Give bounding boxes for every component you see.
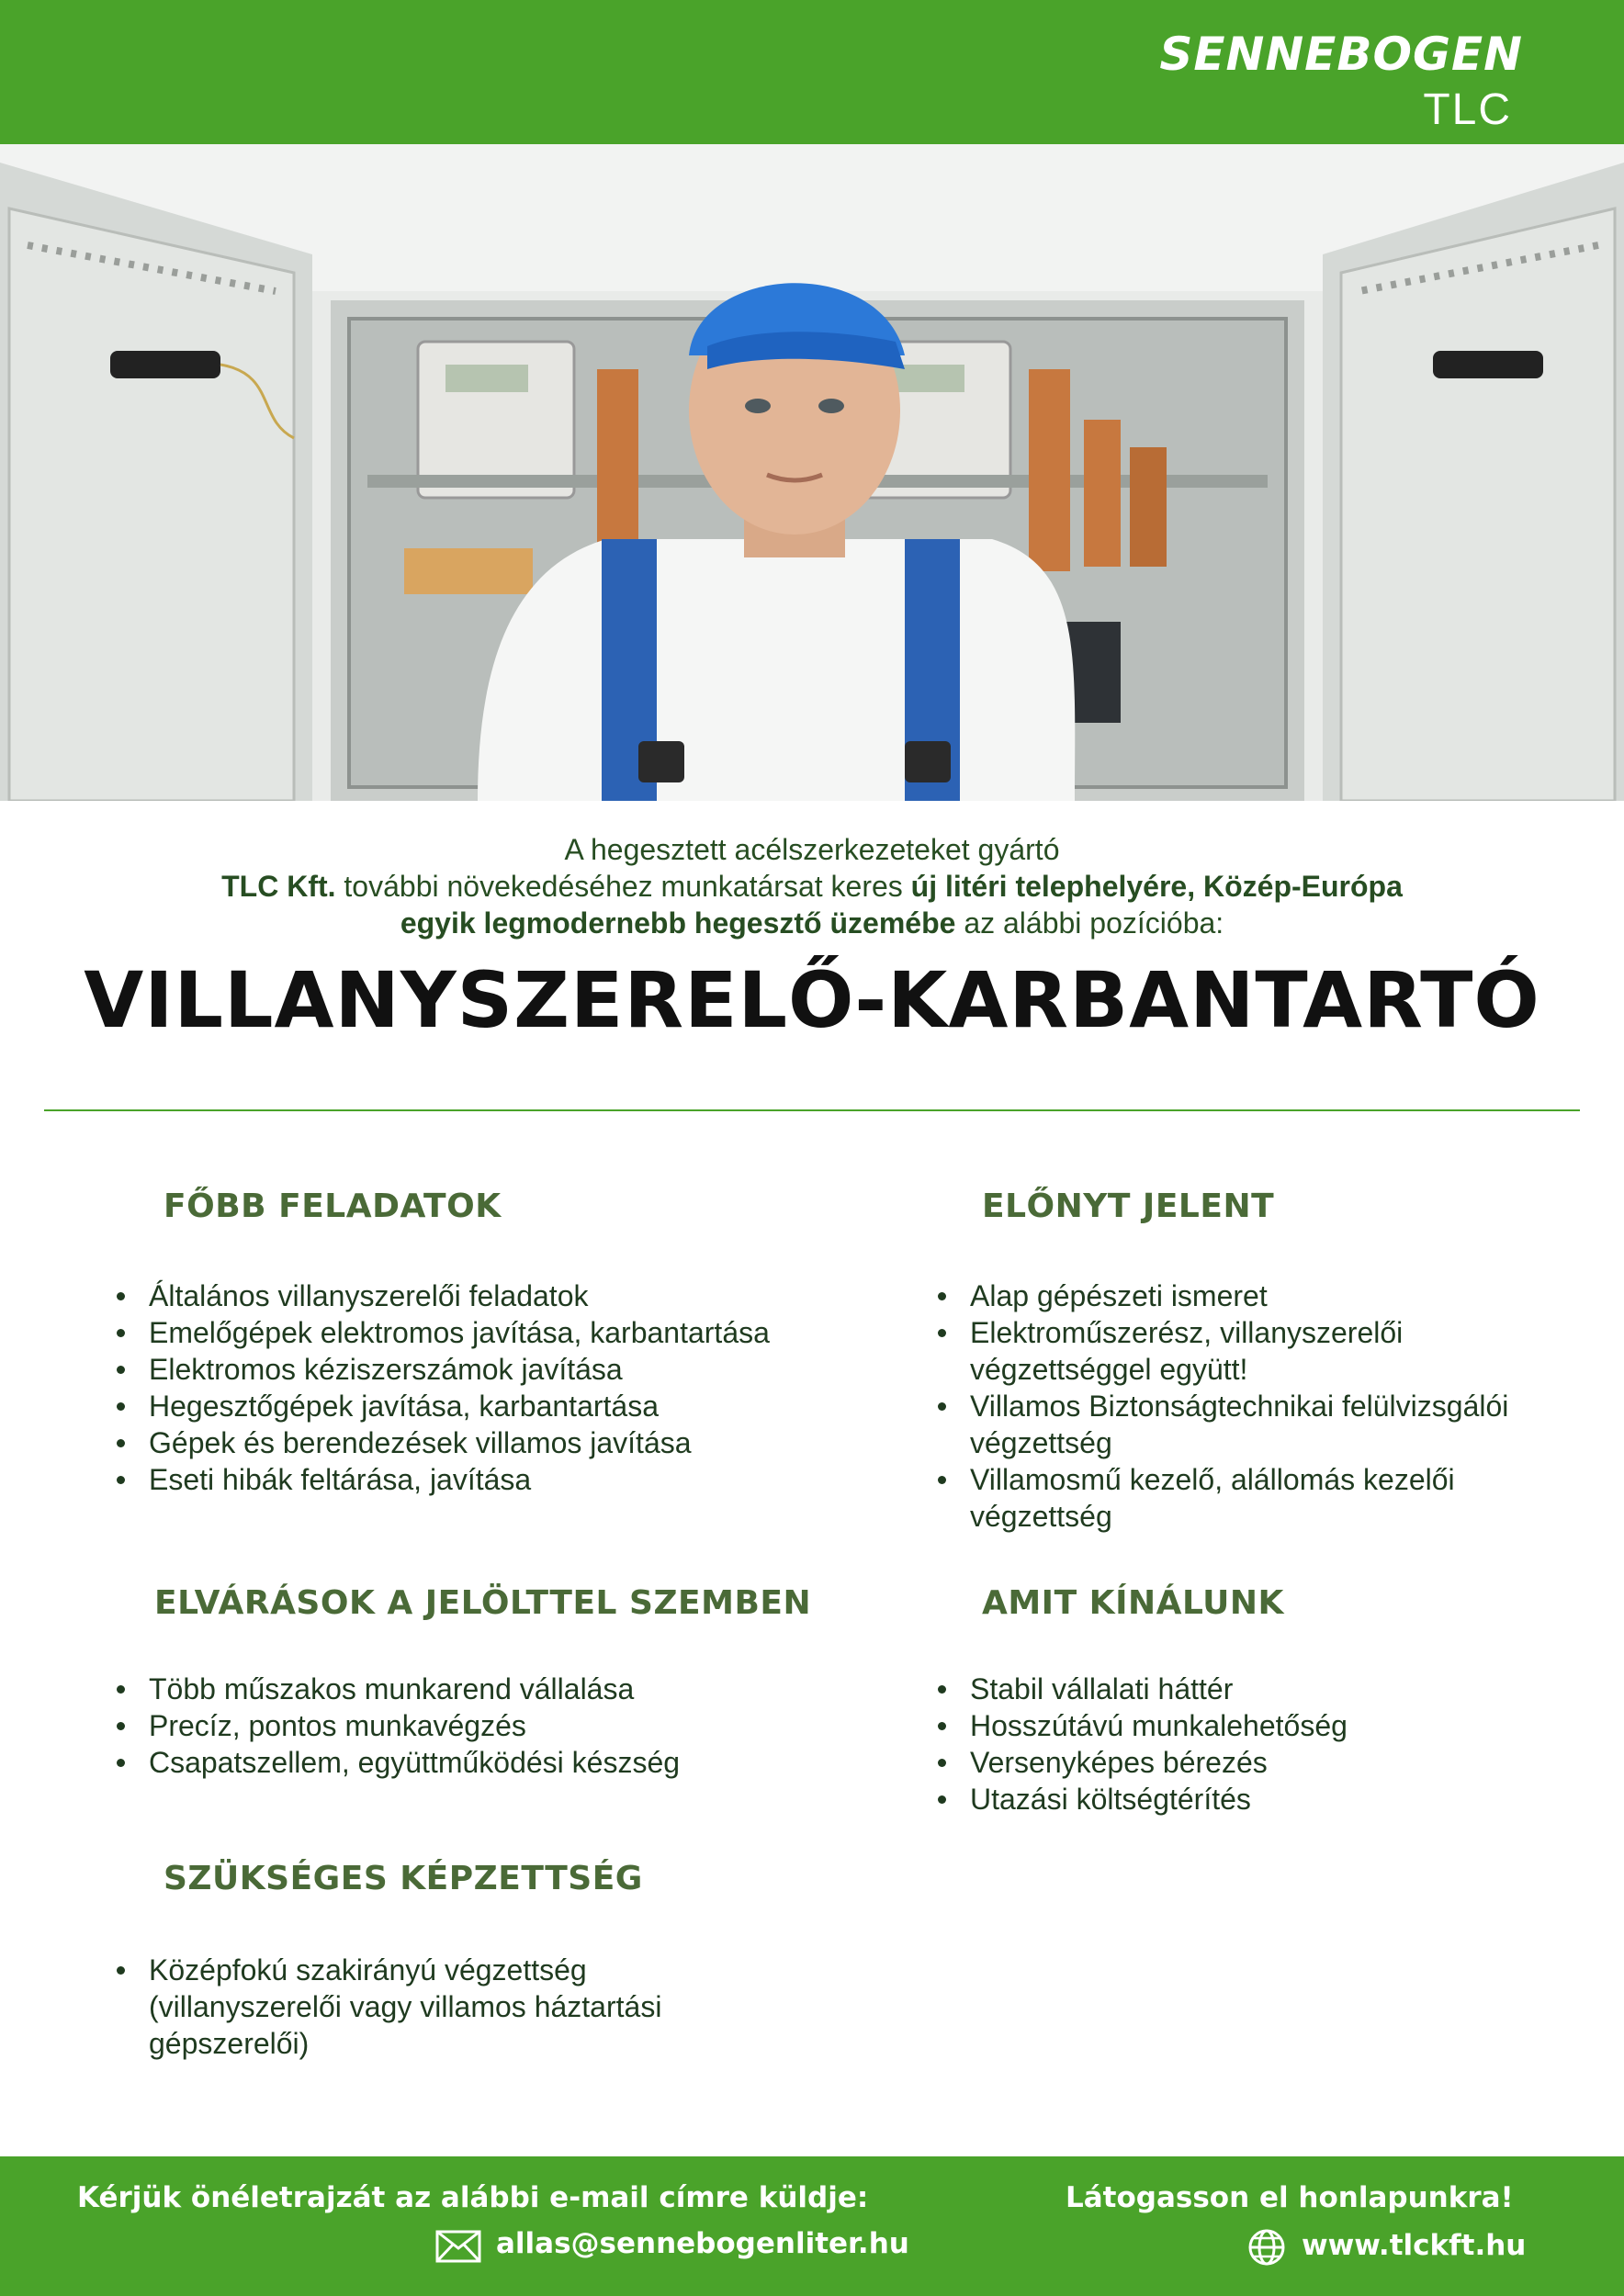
website-link[interactable]: www.tlckft.hu xyxy=(1302,2229,1527,2262)
list-item: Gépek és berendezések villamos javítása xyxy=(112,1424,847,1461)
list-item: Stabil vállalati háttér xyxy=(933,1671,1539,1707)
intro-line-2-bold: új litéri telephelyére, Közép-Európa xyxy=(910,870,1403,903)
list-item: Középfokú szakirányú végzettség (villanyszerelői vagy villamos háztartási gépszerelői) xyxy=(112,1952,773,2062)
list-item: Általános villanyszerelői feladatok xyxy=(112,1277,847,1314)
list-item: Utazási költségtérítés xyxy=(933,1781,1539,1818)
intro-line-2 xyxy=(92,868,1532,905)
advantage-heading: ELŐNYT JELENT xyxy=(982,1187,1275,1225)
requirements-heading: ELVÁRÁSOK A JELÖLTTEL SZEMBEN xyxy=(154,1584,812,1622)
intro-line-3-bold: egyik legmodernebb hegesztő üzemébe xyxy=(400,906,956,940)
list-item: Alap gépészeti ismeret xyxy=(933,1277,1539,1314)
header-bar xyxy=(0,0,1624,144)
list-item: Több műszakos munkarend vállalása xyxy=(112,1671,847,1707)
tasks-list xyxy=(112,1277,847,1498)
tasks-heading: FŐBB FELADATOK xyxy=(164,1187,502,1225)
envelope-icon xyxy=(435,2230,481,2267)
sennebogen-tlc-logo xyxy=(1159,28,1523,134)
hero-photo xyxy=(0,144,1624,801)
list-item: Hosszútávú munkalehetőség xyxy=(933,1707,1539,1744)
electrician-illustration xyxy=(0,144,1624,801)
logo-wordmark: SENNEBOGEN xyxy=(1159,28,1523,81)
qualification-heading: SZÜKSÉGES KÉPZETTSÉG xyxy=(164,1860,643,1897)
requirements-list xyxy=(112,1671,847,1781)
intro-line-2-text: további növekedéséhez munkatársat keres xyxy=(335,870,911,903)
list-item: Hegesztőgépek javítása, karbantartása xyxy=(112,1388,847,1424)
footer-bar xyxy=(0,2156,1624,2296)
company-name: TLC Kft. xyxy=(221,870,336,903)
list-item: Villamosmű kezelő, alállomás kezelői végzettség xyxy=(933,1461,1539,1535)
intro-text xyxy=(92,831,1532,941)
email-link[interactable]: allas@sennebogenliter.hu xyxy=(496,2227,909,2260)
job-title: VILLANYSZERELŐ-KARBANTARTÓ xyxy=(84,955,1540,1045)
list-item: Csapatszellem, együttműködési készség xyxy=(112,1744,847,1781)
advantage-list xyxy=(933,1277,1539,1535)
list-item: Emelőgépek elektromos javítása, karbantartása xyxy=(112,1314,847,1351)
intro-line-3-text: az alábbi pozícióba: xyxy=(955,906,1224,940)
qualification-list xyxy=(112,1952,773,2062)
intro-line-1: A hegesztett acélszerkezeteket gyártó xyxy=(564,833,1060,866)
web-text: Látogasson el honlapunkra! xyxy=(1066,2181,1514,2214)
list-item: Villamos Biztonságtechnikai felülvizsgálói végzettség xyxy=(933,1388,1539,1461)
logo-subtitle: TLC xyxy=(1423,85,1512,134)
apply-text: Kérjük önéletrajzát az alábbi e-mail címre küldje: xyxy=(77,2181,869,2214)
globe-icon xyxy=(1247,2228,1286,2270)
list-item: Versenyképes bérezés xyxy=(933,1744,1539,1781)
list-item: Elektroműszerész, villanyszerelői végzettséggel együtt! xyxy=(933,1314,1539,1388)
offer-list xyxy=(933,1671,1539,1818)
list-item: Elektromos kéziszerszámok javítása xyxy=(112,1351,847,1388)
offer-heading: AMIT KÍNÁLUNK xyxy=(982,1584,1284,1622)
list-item: Eseti hibák feltárása, javítása xyxy=(112,1461,847,1498)
intro-line-3 xyxy=(92,905,1532,941)
divider xyxy=(44,1109,1580,1111)
list-item: Precíz, pontos munkavégzés xyxy=(112,1707,847,1744)
